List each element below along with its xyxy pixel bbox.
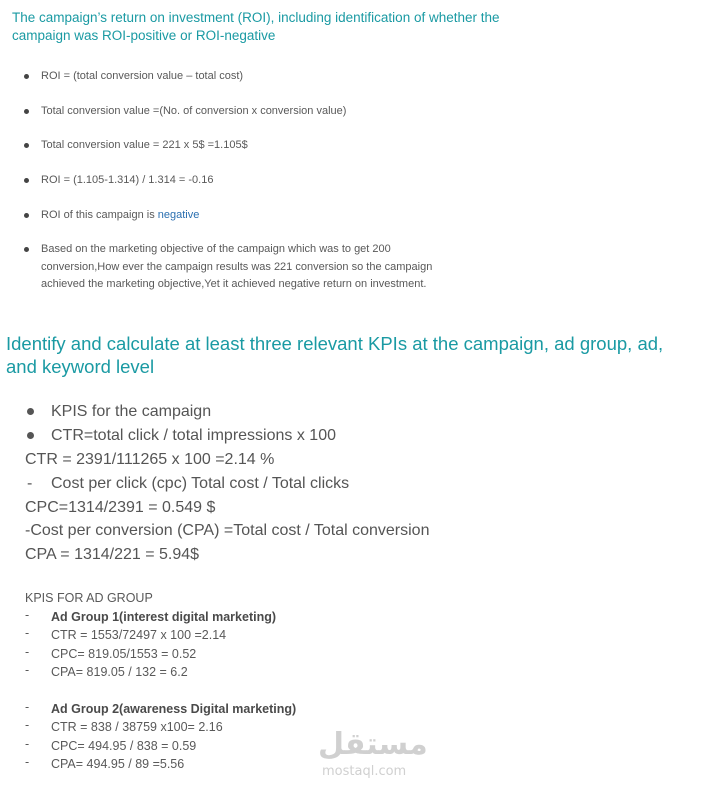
objective-line1: Based on the marketing objective of the campaign which was to get 200 (41, 243, 391, 255)
watermark-url: mostaql.com (322, 764, 407, 779)
dash-marker: - (25, 663, 30, 677)
bullet-icon (24, 247, 29, 252)
bullet-icon (27, 408, 34, 415)
dash-marker: - (25, 718, 30, 732)
cpc-label: Cost per click (cpc) Total cost / Total clicks (51, 475, 350, 492)
bullet-icon (24, 213, 29, 218)
bullet-icon (24, 178, 29, 183)
objective-line2: conversion,How ever the campaign results was 221 conversion so the campaign (41, 261, 433, 273)
ctr-formula: CTR=total click / total impressions x 100 (51, 427, 336, 444)
bullet-icon (27, 432, 34, 439)
ad-group2-title: Ad Group 2(awareness Digital marketing) (51, 702, 297, 716)
ad-group-heading: KPIS FOR AD GROUP (25, 591, 153, 605)
ad-group1-title: Ad Group 1(interest digital marketing) (51, 610, 277, 624)
roi-heading-line1: The campaign’s return on investment (ROI), including identification of whether the (12, 10, 500, 25)
dash-marker: - (25, 755, 30, 769)
ad-group1-cpa: CPA= 819.05 / 132 = 6.2 (51, 665, 188, 679)
bullet-icon (24, 74, 29, 79)
ad-group1-ctr: CTR = 1553/72497 x 100 =2.14 (51, 628, 227, 642)
kpi-heading-line1: Identify and calculate at least three relevant KPIs at the campaign, ad group, ad, (6, 333, 664, 354)
roi-formula: ROI = (total conversion value – total cost) (41, 70, 244, 82)
roi-negative-prefix: ROI of this campaign is (41, 209, 158, 221)
ctr-calc: CTR = 2391/111265 x 100 =2.14 % (25, 451, 275, 468)
kpis-campaign-label: KPIS for the campaign (51, 403, 212, 420)
dash-marker: - (25, 737, 30, 751)
objective-line3: achieved the marketing objective,Yet it achieved negative return on investment. (41, 278, 427, 290)
cpa-calc: CPA = 1314/221 = 5.94$ (25, 546, 200, 563)
roi-heading-line2: campaign was ROI-positive or ROI-negative (12, 28, 276, 43)
ad-group2-cpc: CPC= 494.95 / 838 = 0.59 (51, 739, 197, 753)
dash-marker: - (25, 608, 30, 622)
dash-marker: - (25, 700, 30, 714)
roi-calc: ROI = (1.105-1.314) / 1.314 = -0.16 (41, 174, 214, 186)
kpi-heading-line2: and keyword level (6, 356, 155, 377)
bullet-icon (24, 109, 29, 114)
dash-marker: - (25, 626, 30, 640)
cpc-calc: CPC=1314/2391 = 0.549 $ (25, 499, 216, 516)
ad-group1-cpc: CPC= 819.05/1553 = 0.52 (51, 647, 197, 661)
roi-negative-statement (41, 207, 199, 224)
conversion-value-formula: Total conversion value =(No. of conversion x conversion value) (41, 105, 347, 117)
ad-group2-ctr: CTR = 838 / 38759 x100= 2.16 (51, 720, 223, 734)
ad-group2-cpa: CPA= 494.95 / 89 =5.56 (51, 757, 185, 771)
bullet-icon (24, 143, 29, 148)
cpa-label: -Cost per conversion (CPA) =Total cost / Total conversion (25, 522, 430, 539)
watermark-logo: مستقل (318, 727, 428, 762)
roi-negative-highlight: negative (157, 209, 200, 221)
conversion-value-calc: Total conversion value = 221 x 5$ =1.105$ (41, 139, 248, 151)
cpc-dash: - (27, 475, 33, 492)
dash-marker: - (25, 645, 30, 659)
